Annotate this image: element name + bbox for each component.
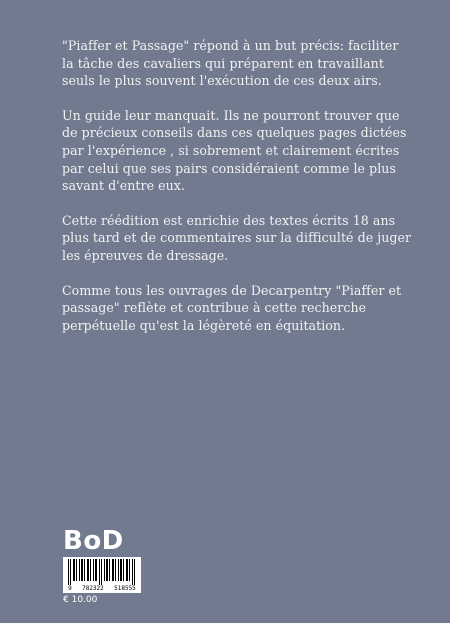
text-line: Comme tous les ouvrages de Decarpentry "Piaffer et [62,282,402,298]
text-line: la tâche des cavaliers qui préparent en travaillant [62,55,384,71]
text-line: passage" reflète et contribue à cette recherche [62,300,367,316]
paragraph-2 [62,107,407,195]
barcode-digits [63,586,141,592]
price-label: € 10.00 [63,595,98,605]
text-line: savant d'entre eux. [62,178,186,194]
isbn-barcode [63,557,141,593]
text-line: perpétuelle qu'est la légèreté en équitation. [62,317,346,333]
text-line: les épreuves de dressage. [62,247,229,263]
text-line: par l'expérience , si sobrement et clairement écrites [62,142,400,158]
barcode-digit-group: 782322 [82,585,104,592]
text-line: seuls le plus souvent l'exécution de ces deux airs. [62,73,382,89]
barcode-digit-group: 518555 [114,585,136,592]
back-cover-text [62,37,412,351]
publisher-block [63,528,141,606]
paragraph-3 [62,212,412,265]
bod-logo: BoD [63,526,124,556]
text-line: Cette réédition est enrichie des textes écrits 18 ans [62,212,396,228]
paragraph-1 [62,37,407,90]
paragraph-4 [62,282,407,335]
text-line: par celui que ses pairs considéraient comme le plus [62,160,396,176]
text-line: de précieux conseils dans ces quelques pages dictées [62,125,407,141]
text-line: Un guide leur manquait. Ils ne pourront trouver que [62,107,400,123]
barcode-digit-group: 9 [68,585,72,592]
text-line: plus tard et de commentaires sur la difficulté de juger [62,230,412,246]
text-line: "Piaffer et Passage" répond à un but précis: faciliter [62,38,399,53]
barcode-bars-icon [68,559,136,585]
